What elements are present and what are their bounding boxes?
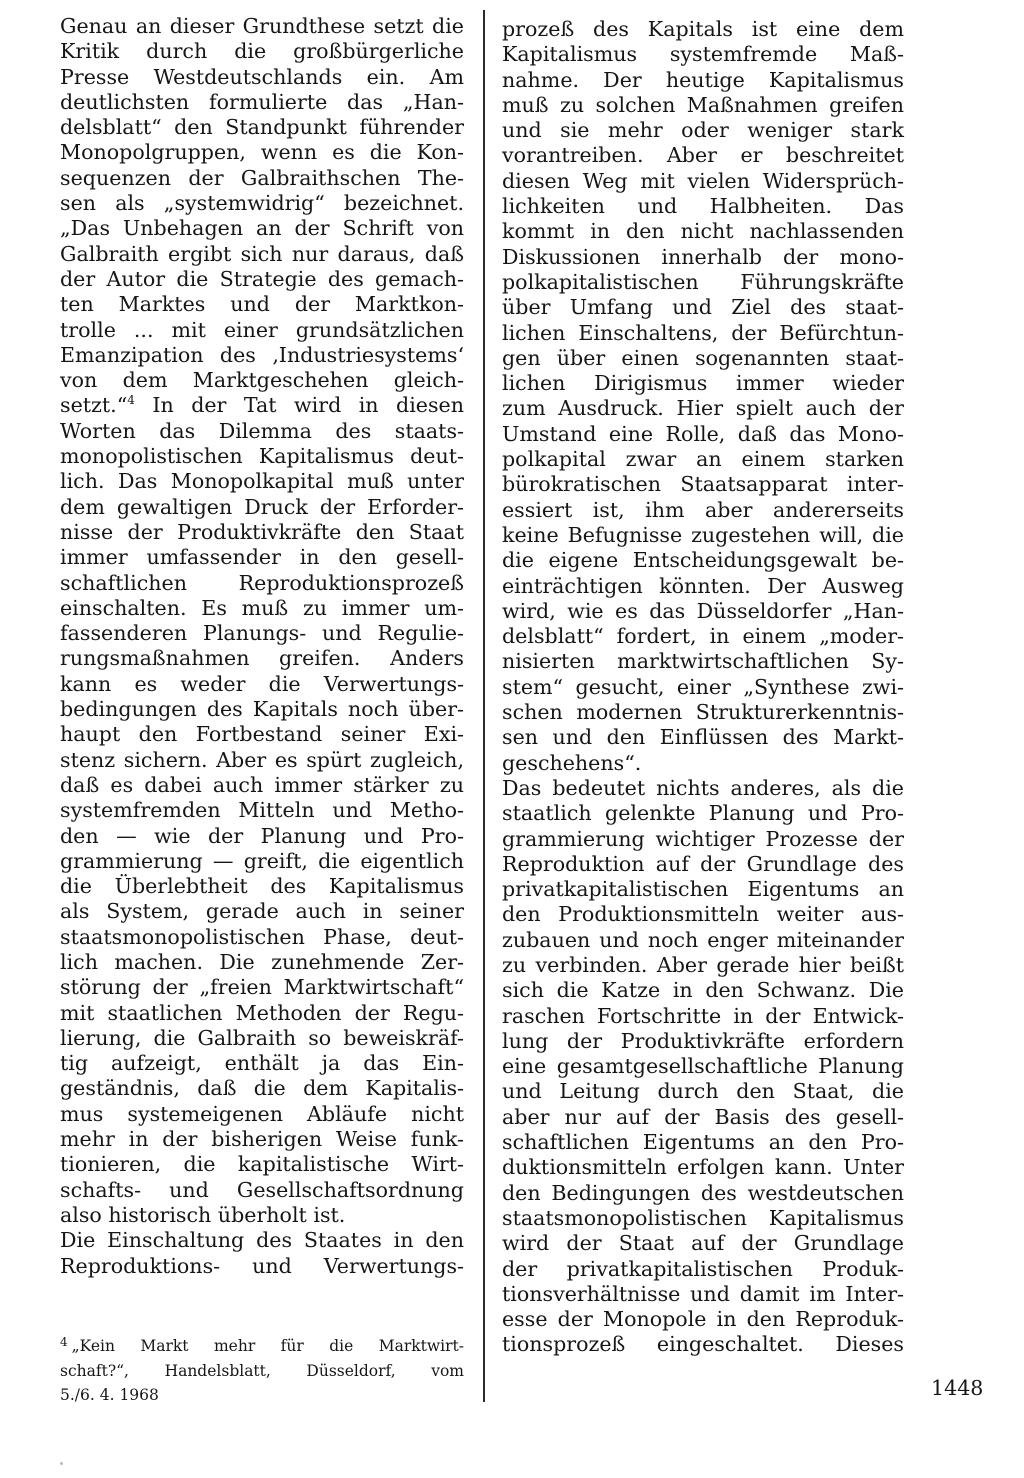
text-line: mus systemeigenen Abläufe nicht	[60, 1101, 464, 1126]
text-line: den — wie der Planung und Pro-	[60, 823, 464, 848]
text-line: raschen Fortschritte in der Entwick-	[502, 1003, 904, 1028]
text-line: Reproduktion auf der Grundlage des	[502, 851, 904, 876]
text-line: stenz sichern. Aber es spürt zugleich,	[60, 747, 464, 772]
text-line: Genau an dieser Grundthese setzt die	[60, 14, 464, 38]
text-line: zum Ausdruck. Hier spielt auch der	[502, 396, 904, 421]
text-line: sen und den Einflüssen des Markt-	[502, 725, 904, 750]
text-line: fassenderen Planungs- und Regulie-	[60, 621, 464, 646]
text-line: einschalten. Es muß zu immer um-	[60, 595, 464, 620]
text-line: mehr in der bisherigen Weise funk-	[60, 1127, 464, 1152]
text-line: nisse der Produktivkräfte den Staat	[60, 519, 464, 544]
text-line-with-footnote-ref	[60, 393, 464, 418]
footnote-line	[60, 1334, 464, 1359]
text-line: sich die Katze in den Schwanz. Die	[502, 978, 904, 1003]
text-line: „Das Unbehagen an der Schrift von	[60, 216, 464, 241]
text-line: kommt in den nicht nachlassenden	[502, 219, 904, 244]
text-line-end: In der Tat wird in diesen	[134, 393, 464, 418]
text-line: schen modernen Strukturerkenntnis-	[502, 700, 904, 725]
footnote	[60, 1334, 464, 1408]
right-text-column	[502, 17, 904, 1358]
text-line: Presse Westdeutschlands ein. Am	[60, 64, 464, 89]
text-line-start: setzt.“	[60, 393, 128, 418]
text-line: geständnis, daß die dem Kapitalis-	[60, 1076, 464, 1101]
text-line: die Überlebtheit des Kapitalismus	[60, 874, 464, 899]
text-line: lich machen. Die zunehmende Zer-	[60, 949, 464, 974]
text-line: gen über einen sogenannten staat-	[502, 345, 904, 370]
text-line: sequenzen der Galbraithschen The-	[60, 165, 464, 190]
text-line: Die Einschaltung des Staates in den	[60, 1228, 464, 1253]
footnote-line: schaft?“, Handelsblatt, Düsseldorf, vom	[60, 1361, 464, 1380]
text-line: ten Marktes und der Marktkon-	[60, 292, 464, 317]
text-line: rungsmaßnahmen greifen. Anders	[60, 646, 464, 671]
text-line: essiert ist, ihm aber andererseits	[502, 497, 904, 522]
text-line: systemfremden Mitteln und Metho-	[60, 798, 464, 823]
text-line: staatsmonopolistischen Kapitalismus	[502, 1205, 904, 1230]
paragraph-end-line: also historisch überholt ist.	[60, 1202, 346, 1227]
text-line: nisierten marktwirtschaftlichen Sy-	[502, 649, 904, 674]
text-line: esse der Monopole in den Reproduk-	[502, 1307, 904, 1332]
text-line: Monopolgruppen, wenn es die Kon-	[60, 140, 464, 165]
text-line: schafts- und Gesellschaftsordnung	[60, 1177, 464, 1202]
text-line: lierung, die Galbraith so beweiskräf-	[60, 1025, 464, 1050]
text-line: Das bedeutet nichts anderes, als die	[502, 775, 904, 800]
footnote-text: „Kein Markt mehr für die Marktwirt-	[71, 1337, 464, 1355]
text-line: eine gesamtgesellschaftliche Planung	[502, 1054, 904, 1079]
text-line: kann es weder die Verwertungs-	[60, 671, 464, 696]
text-line: aber nur auf der Basis des gesell-	[502, 1104, 904, 1129]
text-line: stem“ gesucht, einer „Synthese zwi-	[502, 674, 904, 699]
left-text-column	[60, 14, 464, 1279]
text-line: Diskussionen innerhalb der mono-	[502, 244, 904, 269]
text-line: schaftlichen Reproduktionsprozeß	[60, 570, 464, 595]
text-line: mit staatlichen Methoden der Regu-	[60, 1000, 464, 1025]
text-line: grammierung — greift, die eigentlich	[60, 848, 464, 873]
text-line: Kritik durch die großbürgerliche	[60, 39, 464, 64]
text-line: lichen Einschaltens, der Befürchtun-	[502, 320, 904, 345]
text-line: und sie mehr oder weniger stark	[502, 118, 904, 143]
text-line: der privatkapitalistischen Produk-	[502, 1256, 904, 1281]
text-line: zu verbinden. Aber gerade hier beißt	[502, 952, 904, 977]
text-line: prozeß des Kapitals ist eine dem	[502, 17, 904, 41]
text-line: sen als „systemwidrig“ bezeichnet.	[60, 191, 464, 216]
text-line: den Bedingungen des westdeutschen	[502, 1180, 904, 1205]
footnote-line: 5./6. 4. 1968	[60, 1386, 159, 1404]
text-line: Emanzipation des ‚Industriesystems‘	[60, 342, 464, 367]
text-line: tig aufzeigt, enthält ja das Ein-	[60, 1051, 464, 1076]
text-line: als System, gerade auch in seiner	[60, 899, 464, 924]
page-number: 1448	[931, 1376, 984, 1400]
text-line: Reproduktions- und Verwertungs-	[60, 1253, 464, 1278]
column-divider	[483, 10, 485, 1402]
text-line: wird der Staat auf der Grundlage	[502, 1231, 904, 1256]
text-line: trolle ... mit einer grundsätzlichen	[60, 317, 464, 342]
text-line: Galbraith ergibt sich nur daraus, daß	[60, 241, 464, 266]
scan-speck	[60, 1462, 63, 1465]
text-line: lich. Das Monopolkapital muß unter	[60, 469, 464, 494]
text-line: delsblatt“ fordert, in einem „moder-	[502, 624, 904, 649]
text-line: dem gewaltigen Druck der Erforder-	[60, 494, 464, 519]
text-line: und Leitung durch den Staat, die	[502, 1079, 904, 1104]
paragraph-end-line: geschehens“.	[502, 750, 642, 775]
text-line: schaftlichen Eigentums an den Pro-	[502, 1130, 904, 1155]
text-line: tionsprozeß eingeschaltet. Dieses	[502, 1332, 904, 1357]
text-line: lung der Produktivkräfte erfordern	[502, 1028, 904, 1053]
text-line: den Produktionsmitteln weiter aus-	[502, 902, 904, 927]
text-line: daß es dabei auch immer stärker zu	[60, 772, 464, 797]
text-line: bedingungen des Kapitals noch über-	[60, 697, 464, 722]
footnote-reference[interactable]: 4	[127, 393, 135, 408]
text-line: privatkapitalistischen Eigentums an	[502, 877, 904, 902]
text-line: delsblatt“ den Standpunkt führender	[60, 115, 464, 140]
text-line: einträchtigen könnten. Der Ausweg	[502, 573, 904, 598]
text-line: lichkeiten und Halbheiten. Das	[502, 194, 904, 219]
footnote-marker: 4	[60, 1335, 68, 1349]
text-line: monopolistischen Kapitalismus deut-	[60, 444, 464, 469]
text-line: vorantreiben. Aber er beschreitet	[502, 143, 904, 168]
text-line: grammierung wichtiger Prozesse der	[502, 826, 904, 851]
text-line: tionsverhältnisse und damit im Inter-	[502, 1281, 904, 1306]
text-line: tionieren, die kapitalistische Wirt-	[60, 1152, 464, 1177]
text-line: diesen Weg mit vielen Widersprüch-	[502, 168, 904, 193]
text-line: duktionsmitteln erfolgen kann. Unter	[502, 1155, 904, 1180]
text-line: deutlichsten formulierte das „Han-	[60, 89, 464, 114]
text-line: über Umfang und Ziel des staat-	[502, 295, 904, 320]
text-line: störung der „freien Marktwirtschaft“	[60, 975, 464, 1000]
text-line: lichen Dirigismus immer wieder	[502, 371, 904, 396]
text-line: haupt den Fortbestand seiner Exi-	[60, 722, 464, 747]
text-line: polkapitalistischen Führungskräfte	[502, 269, 904, 294]
text-line: wird, wie es das Düsseldorfer „Han-	[502, 598, 904, 623]
text-line: die eigene Entscheidungsgewalt be-	[502, 548, 904, 573]
text-line: polkapital zwar an einem starken	[502, 447, 904, 472]
text-line: Worten das Dilemma des staats-	[60, 418, 464, 443]
text-line: staatsmonopolistischen Phase, deut-	[60, 924, 464, 949]
text-line: Umstand eine Rolle, daß das Mono-	[502, 421, 904, 446]
text-line: immer umfassender in den gesell-	[60, 545, 464, 570]
text-line: zubauen und noch enger miteinander	[502, 927, 904, 952]
text-line: keine Befugnisse zugestehen will, die	[502, 522, 904, 547]
text-line: bürokratischen Staatsapparat inter-	[502, 472, 904, 497]
text-line: von dem Marktgeschehen gleich-	[60, 368, 464, 393]
text-line: muß zu solchen Maßnahmen greifen	[502, 92, 904, 117]
text-line: der Autor die Strategie des gemach-	[60, 266, 464, 291]
text-line: nahme. Der heutige Kapitalismus	[502, 67, 904, 92]
text-line: Kapitalismus systemfremde Maß-	[502, 42, 904, 67]
text-line: staatlich gelenkte Planung und Pro-	[502, 801, 904, 826]
